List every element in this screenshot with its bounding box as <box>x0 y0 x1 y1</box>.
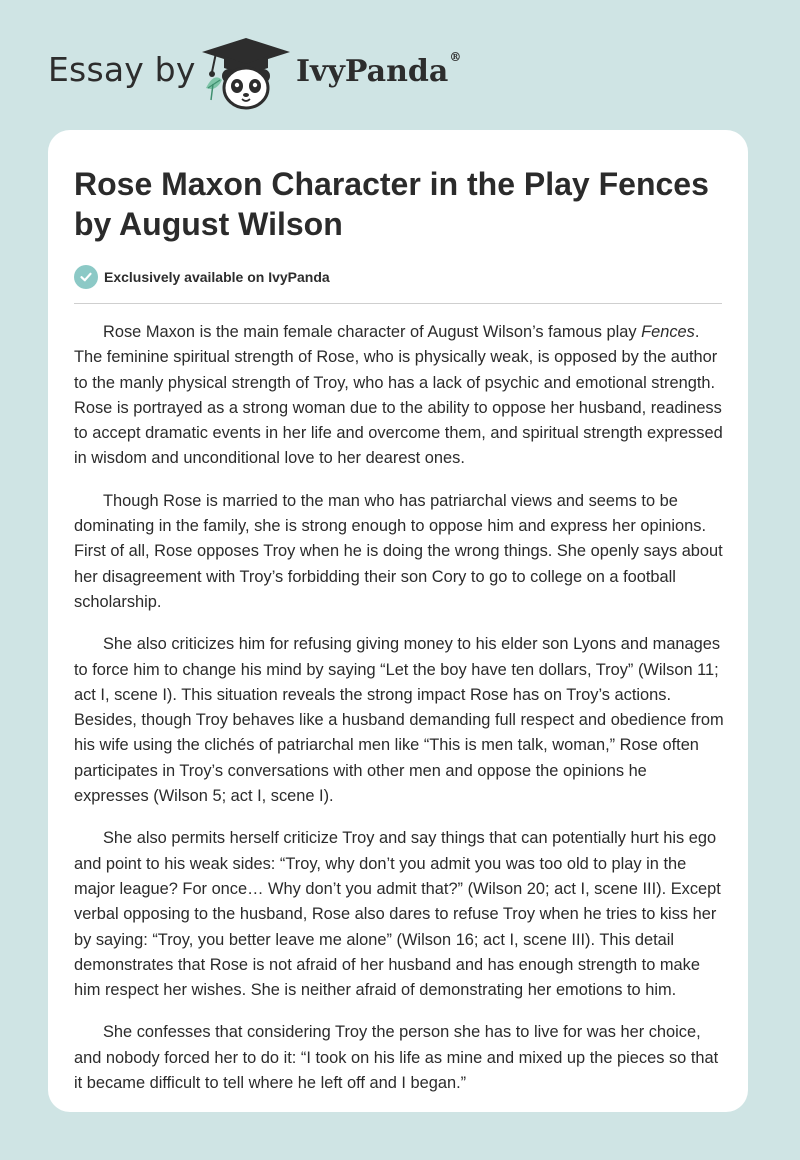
panda-graduate-icon[interactable] <box>198 36 294 112</box>
brand-name-text: IvyPanda <box>296 54 449 89</box>
exclusive-badge <box>74 264 330 290</box>
essay-title: Rose Maxon Character in the Play Fences by August Wilson <box>74 166 709 242</box>
exclusive-badge-text: Exclusively available on IvyPanda <box>104 269 330 285</box>
essay-by-label: Essay by <box>48 50 196 89</box>
paragraph-3: She also criticizes him for refusing giving money to his elder son Lyons and manages to force him to change his mind by saying “Let the boy have ten dollars, Troy” (Wilson 11; act I, scene I). This situation reveals the strong impact Rose has on Troy’s actions. Besides, though Troy behaves like a husband demanding full respect and obedience from his wife using the clichés of patriarchal men like “This is men talk, woman,” Rose often participates in Troy’s conversations with other men and oppose the opinions he expresses (Wilson 5; act I, scene I). <box>74 635 724 806</box>
site-header <box>0 0 800 120</box>
paragraph-5: She confesses that considering Troy the person she has to live for was her choice, and nobody forced her to do it: “I took on his life as mine and mixed up the pieces so that it became difficult to tell where he left off and I began.” <box>74 1023 719 1093</box>
paragraph-2: Though Rose is married to the man who has patriarchal views and seems to be dominating in the family, she is strong enough to oppose him and express her opinions. First of all, Rose opposes Troy when he is doing the wrong things. She openly says about her disagreement with Troy’s forbidding their son Cory to go to college on a football scholarship. <box>74 491 723 611</box>
paragraph-1-rest: . The feminine spiritual strength of Rose, who is physically weak, is opposed by the author to the manly physical strength of Troy, who has a lack of psychic and emotional strength. Rose is portrayed as a strong woman due to the ability to oppose her husband, readiness to accept dramatic events in her life and overcome them, and spiritual strength expressed in wisdom and unconditional love to her dearest ones. <box>74 323 723 468</box>
paragraph-4: She also permits herself criticize Troy and say things that can potentially hurt his ego and point to his weak sides: “Troy, why don’t you admit you was too old to play in the major league? For once… Why don’t you admit that?” (Wilson 20; act I, scene III). Except verbal opposing to the husband, Rose also dares to refuse Troy when he tries to kiss her by saying: “Troy, you better leave me alone” (Wilson 16; act I, scene III). This detail demonstrates that Rose is not afraid of her husband and has enough strength to make him respect her wishes. She is neither afraid of demonstrating her emotions to him. <box>74 829 721 1000</box>
title-divider <box>74 303 722 304</box>
play-title-emphasis: Fences <box>641 323 695 341</box>
essay-body <box>74 320 726 1112</box>
brand-name[interactable] <box>296 50 462 89</box>
paragraph-1 <box>74 320 726 472</box>
paragraph-1-start: Rose Maxon is the main female character of August Wilson’s famous play <box>103 323 642 341</box>
check-icon <box>74 265 98 289</box>
trademark-symbol: ® <box>449 50 462 64</box>
essay-card <box>48 130 748 1112</box>
